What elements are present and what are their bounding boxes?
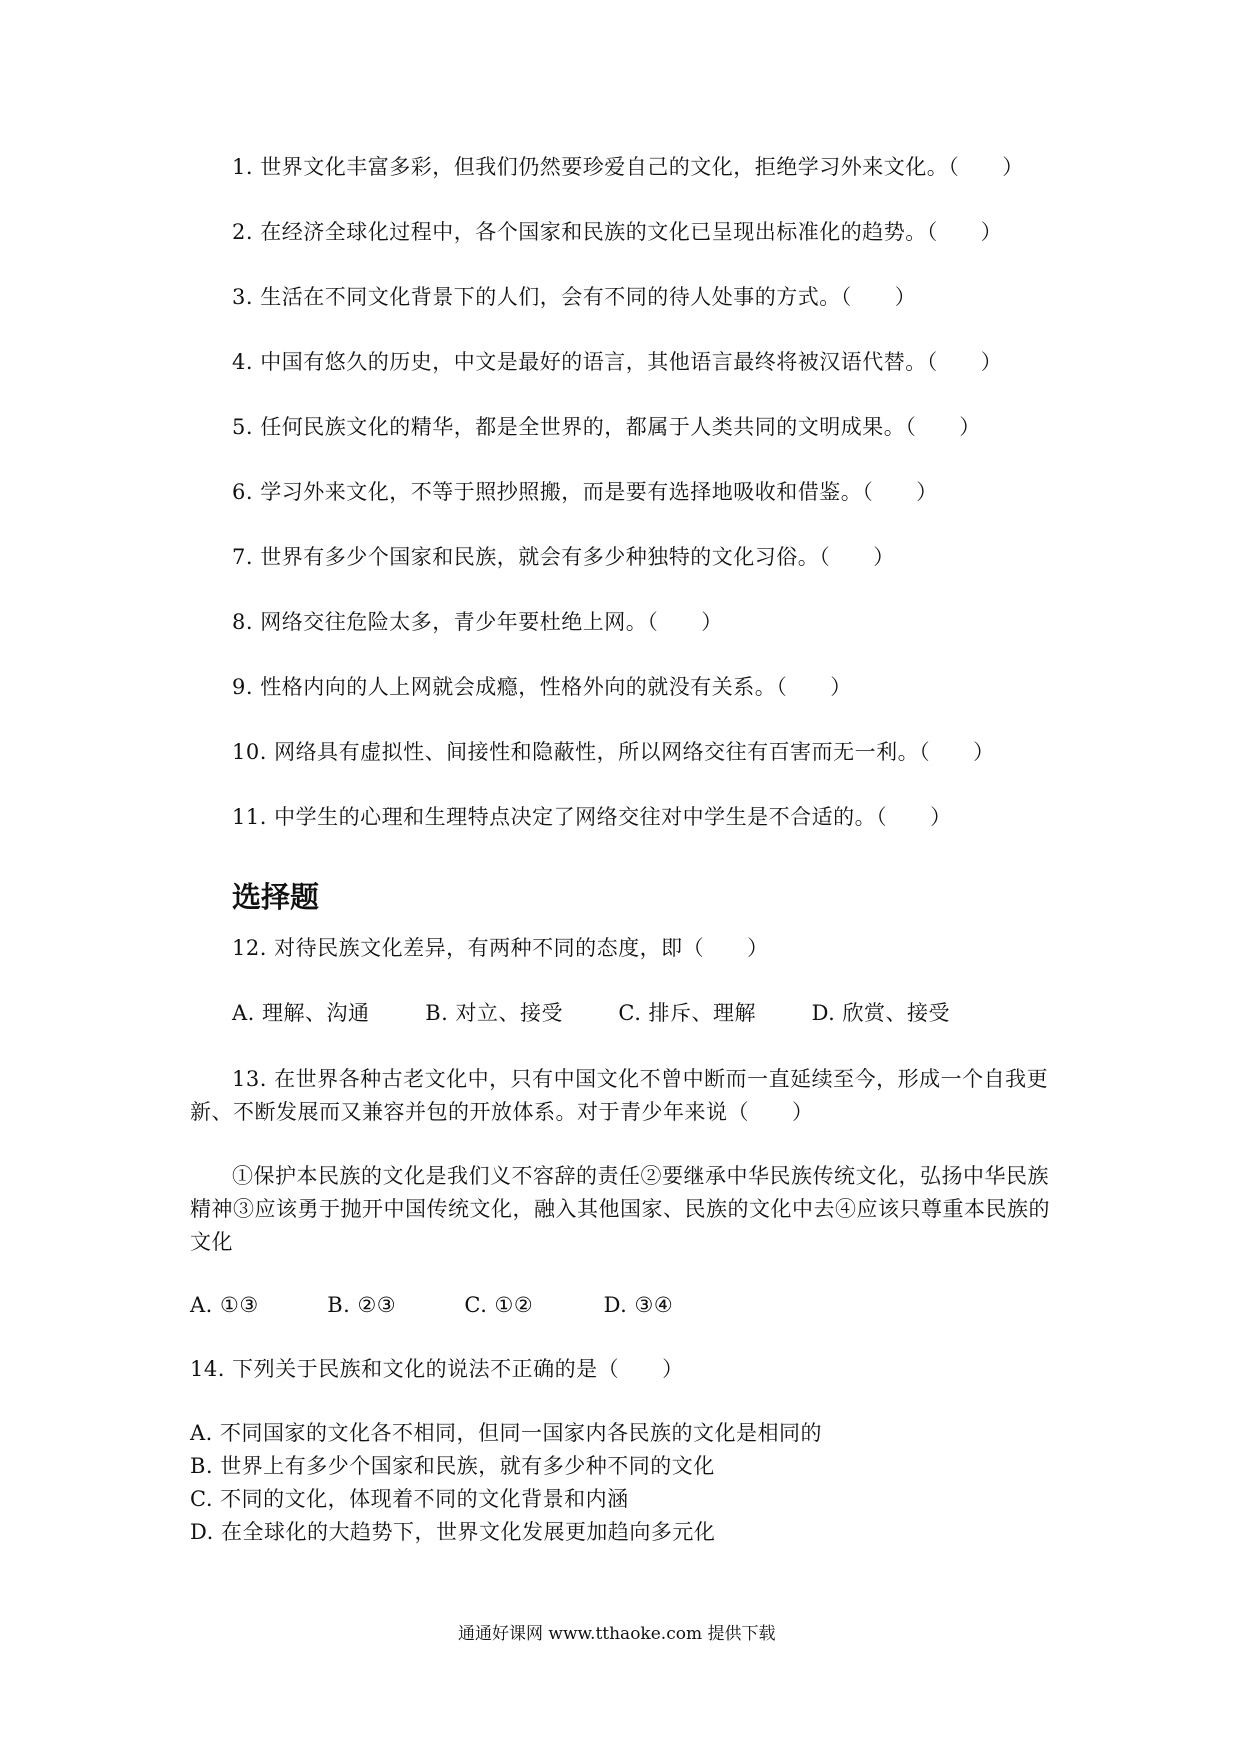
question-14-option-c: C. 不同的文化，体现着不同的文化背景和内涵: [190, 1487, 629, 1511]
judgment-item-3: 3. 生活在不同文化背景下的人们，会有不同的待人处事的方式。（ ）: [232, 285, 917, 309]
page-footer: 通通好课网 www.tthaoke.com 提供下载: [458, 1624, 776, 1644]
question-12-options: [232, 1000, 950, 1026]
judgment-item-5: 5. 任何民族文化的精华，都是全世界的，都属于人类共同的文明成果。（ ）: [232, 415, 981, 439]
judgment-item-1: 1. 世界文化丰富多彩，但我们仍然要珍爱自己的文化，拒绝学习外来文化。（ ）: [232, 155, 1024, 179]
question-13-statements: ①保护本民族的文化是我们义不容辞的责任②要继承中华民族传统文化，弘扬中华民族精神③应该勇于抛开中国传统文化，融入其他国家、民族的文化中去④应该只尊重本民族的文化: [190, 1164, 1050, 1254]
judgment-item-11: 11. 中学生的心理和生理特点决定了网络交往对中学生是不合适的。（ ）: [232, 805, 952, 829]
judgment-item-7: 7. 世界有多少个国家和民族，就会有多少种独特的文化习俗。（ ）: [232, 545, 895, 569]
option-c: C. ①②: [464, 1293, 534, 1317]
option-d: D. ③④: [603, 1293, 674, 1317]
option-a: A. ①③: [190, 1293, 259, 1317]
judgment-item-9: 9. 性格内向的人上网就会成瘾，性格外向的就没有关系。（ ）: [232, 675, 852, 699]
section-heading: 选择题: [232, 880, 320, 914]
judgment-item-2: 2. 在经济全球化过程中，各个国家和民族的文化已呈现出标准化的趋势。（ ）: [232, 220, 1003, 244]
question-12-stem: 12. 对待民族文化差异，有两种不同的态度，即（ ）: [232, 936, 769, 960]
question-14-option-b: B. 世界上有多少个国家和民族，就有多少种不同的文化: [190, 1454, 715, 1478]
option-c: C. 排斥、理解: [618, 1001, 757, 1025]
judgment-item-6: 6. 学习外来文化，不等于照抄照搬，而是要有选择地吸收和借鉴。（ ）: [232, 480, 938, 504]
question-14-option-d: D. 在全球化的大趋势下，世界文化发展更加趋向多元化: [190, 1520, 716, 1544]
question-14-stem: 14. 下列关于民族和文化的说法不正确的是（ ）: [190, 1357, 684, 1381]
option-a: A. 理解、沟通: [232, 1001, 370, 1025]
option-b: B. 对立、接受: [425, 1001, 563, 1025]
question-13-stem: 13. 在世界各种古老文化中，只有中国文化不曾中断而一直延续至今，形成一个自我更新、不断发展而又兼容并包的开放体系。对于青少年来说（ ）: [190, 1067, 1049, 1124]
question-13-options: [190, 1292, 673, 1318]
question-14-option-a: A. 不同国家的文化各不相同，但同一国家内各民族的文化是相同的: [190, 1421, 823, 1445]
option-d: D. 欣赏、接受: [811, 1001, 951, 1025]
option-b: B. ②③: [327, 1293, 397, 1317]
judgment-item-8: 8. 网络交往危险太多，青少年要杜绝上网。（ ）: [232, 610, 723, 634]
judgment-item-4: 4. 中国有悠久的历史，中文是最好的语言，其他语言最终将被汉语代替。（ ）: [232, 350, 1003, 374]
judgment-item-10: 10. 网络具有虚拟性、间接性和隐蔽性，所以网络交往有百害而无一利。（ ）: [232, 740, 995, 764]
